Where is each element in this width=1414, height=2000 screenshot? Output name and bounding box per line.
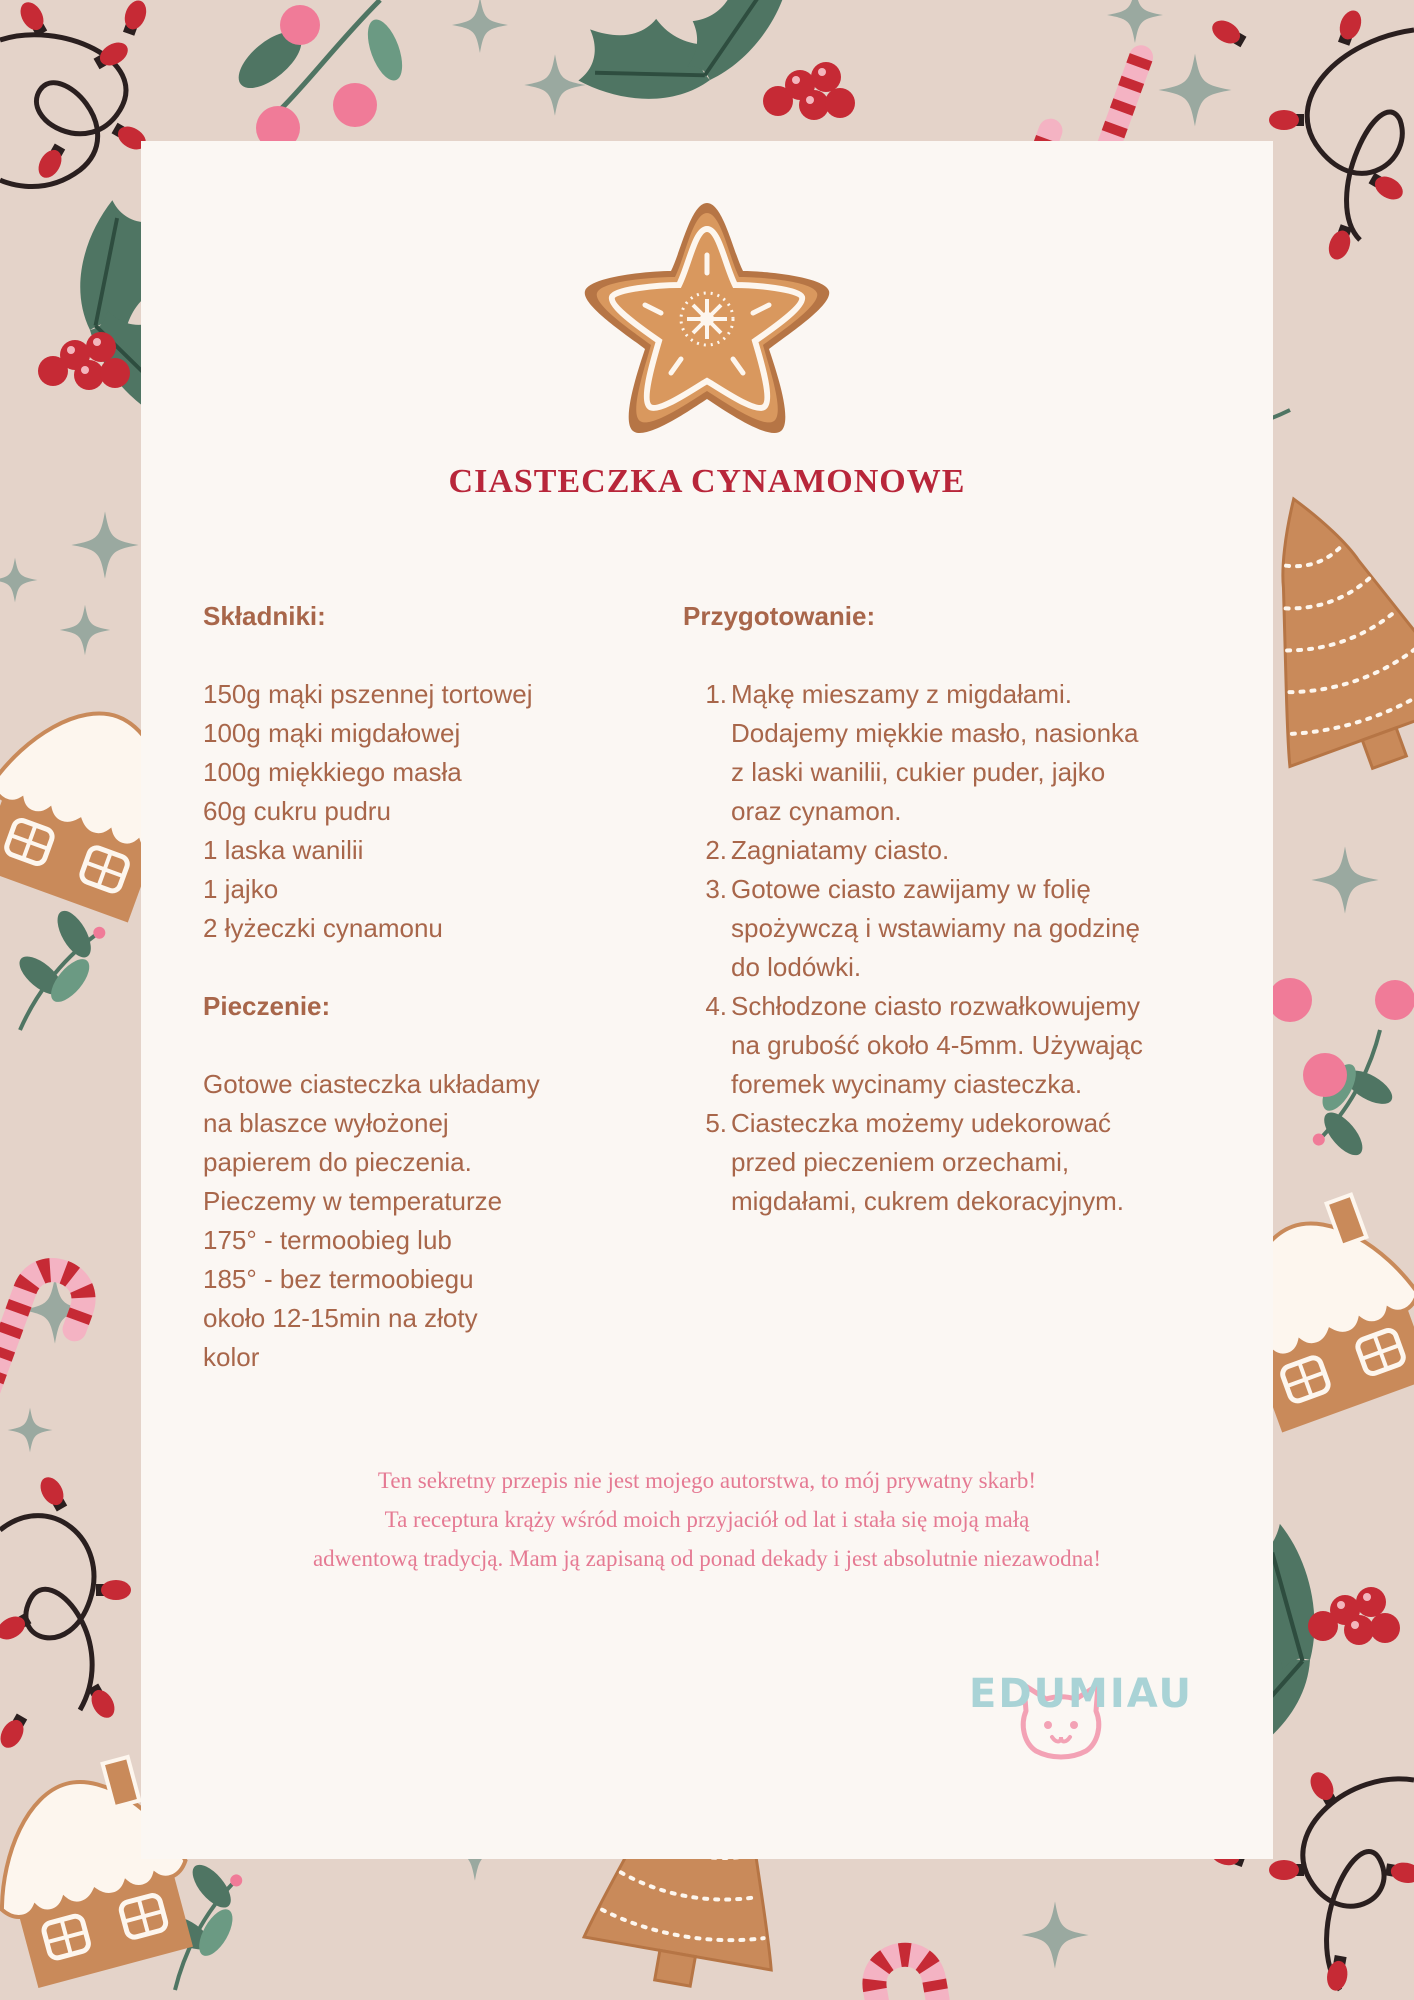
ingredients-heading: Składniki: xyxy=(203,601,326,631)
step-line: Gotowe ciasto zawijamy w folię xyxy=(731,874,1091,904)
preparation-step xyxy=(683,675,1223,831)
note-line: Ten sekretny przepis nie jest mojego autorstwa, to mój prywatny skarb! xyxy=(377,1468,1037,1493)
step-line: do lodówki. xyxy=(731,952,862,982)
step-number: 4. xyxy=(705,991,727,1021)
baking-line: 185° - bez termoobiegu xyxy=(203,1264,474,1294)
ingredient-item: 1 jajko xyxy=(203,874,279,904)
step-line: Dodajemy miękkie masło, nasionka xyxy=(731,718,1139,748)
step-line: spożywczą i wstawiamy na godzinę xyxy=(731,913,1140,943)
preparation-steps xyxy=(683,675,1223,1221)
baking-line: na blaszce wyłożonej xyxy=(203,1108,449,1138)
step-line: oraz cynamon. xyxy=(731,796,902,826)
step-number: 1. xyxy=(705,679,727,709)
author-note xyxy=(141,1461,1273,1578)
brand-logo-text: EDUMIAU xyxy=(969,1671,1193,1717)
baking-heading: Pieczenie: xyxy=(203,991,331,1021)
recipe-card xyxy=(141,141,1273,1859)
preparation-step xyxy=(683,870,1223,987)
left-column xyxy=(203,597,623,1377)
ingredients-list xyxy=(203,675,623,948)
baking-line: 175° - termoobieg lub xyxy=(203,1225,452,1255)
preparation-step xyxy=(683,1104,1223,1221)
baking-line: Gotowe ciasteczka układamy xyxy=(203,1069,540,1099)
step-line: na grubość około 4-5mm. Używając xyxy=(731,1030,1143,1060)
baking-line: około 12-15min na złoty xyxy=(203,1303,478,1333)
step-line: Mąkę mieszamy z migdałami. xyxy=(731,679,1072,709)
step-line: Schłodzone ciasto rozwałkowujemy xyxy=(731,991,1140,1021)
step-line: przed pieczeniem orzechami, xyxy=(731,1147,1070,1177)
step-line: migdałami, cukrem dekoracyjnym. xyxy=(731,1186,1125,1216)
baking-text xyxy=(203,1065,623,1377)
step-line: Ciasteczka możemy udekorować xyxy=(731,1108,1112,1138)
ingredient-item: 60g cukru pudru xyxy=(203,796,391,826)
gingerbread-star-icon xyxy=(572,191,842,451)
ingredient-item: 100g miękkiego masła xyxy=(203,757,462,787)
ingredient-item: 100g mąki migdałowej xyxy=(203,718,461,748)
recipe-title: CIASTECZKA CYNAMONOWE xyxy=(448,463,966,500)
step-number: 5. xyxy=(705,1108,727,1138)
preparation-step xyxy=(683,831,1223,870)
note-line: adwentową tradycją. Mam ją zapisaną od ponad dekady i jest absolutnie niezawodna! xyxy=(312,1546,1102,1571)
step-line: Zagniatamy ciasto. xyxy=(731,835,950,865)
ingredient-item: 2 łyżeczki cynamonu xyxy=(203,913,443,943)
step-line: z laski wanilii, cukier puder, jajko xyxy=(731,757,1106,787)
ingredient-item: 150g mąki pszennej tortowej xyxy=(203,679,533,709)
baking-line: kolor xyxy=(203,1342,260,1372)
baking-line: papierem do pieczenia. xyxy=(203,1147,472,1177)
baking-line: Pieczemy w temperaturze xyxy=(203,1186,503,1216)
right-column xyxy=(683,597,1223,1221)
step-number: 3. xyxy=(705,874,727,904)
ingredient-item: 1 laska wanilii xyxy=(203,835,364,865)
step-number: 2. xyxy=(705,835,727,865)
step-line: foremek wycinamy ciasteczka. xyxy=(731,1069,1083,1099)
note-line: Ta receptura krąży wśród moich przyjaciół od lat i stała się moją małą xyxy=(384,1507,1030,1532)
preparation-heading: Przygotowanie: xyxy=(683,601,876,631)
preparation-step xyxy=(683,987,1223,1104)
